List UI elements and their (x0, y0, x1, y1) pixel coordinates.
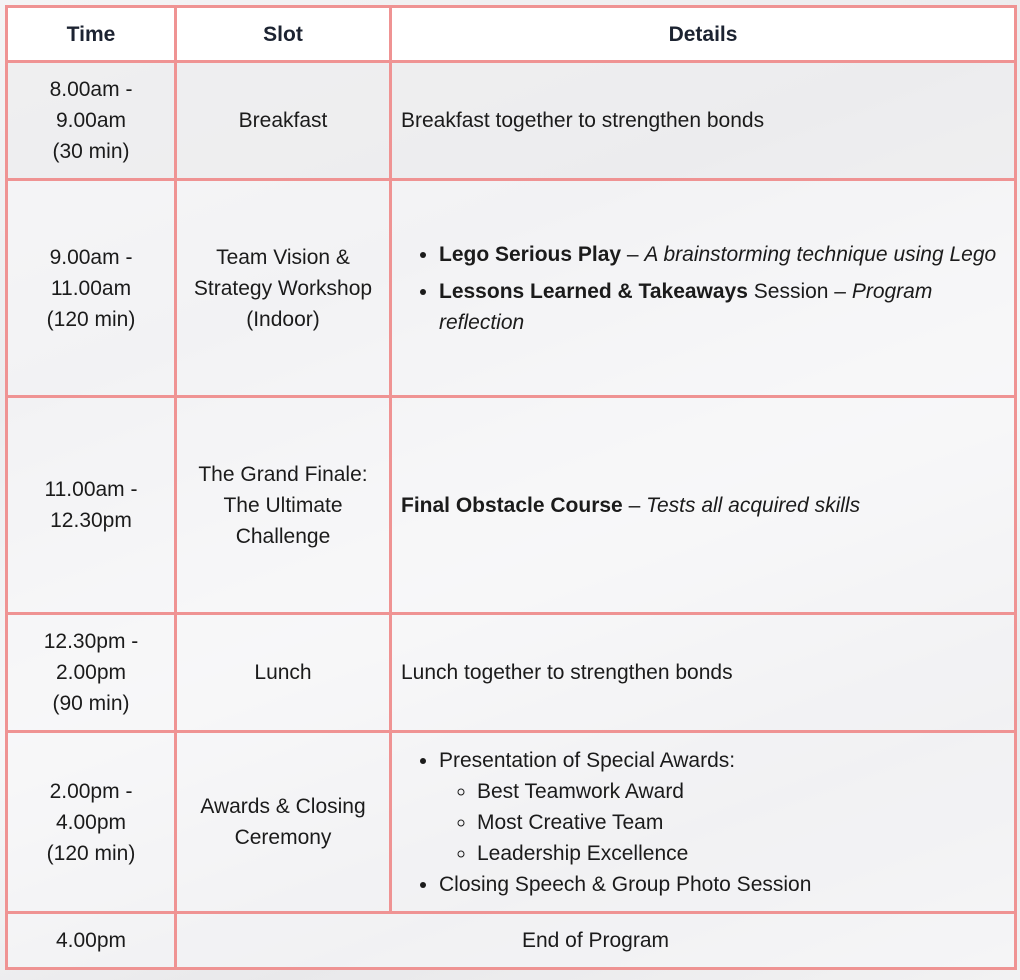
details-cell: Lunch together to strengthen bonds (391, 614, 1016, 732)
time-cell: 11.00am - 12.30pm (7, 397, 176, 614)
schedule-container (5, 5, 1014, 970)
header-time: Time (7, 7, 176, 62)
details-cell: Final Obstacle Course – Tests all acquired skills (391, 397, 1016, 614)
details-cell: Breakfast together to strengthen bonds (391, 62, 1016, 180)
header-slot: Slot (176, 7, 391, 62)
end-of-program-cell: End of Program (176, 913, 1016, 969)
list-item: • Presentation of Special Awards: ◦ Best Teamwork Award ◦ Most Creative Team ◦ Leadership Excellence (439, 745, 1006, 869)
header-row (7, 7, 1016, 62)
time-cell: 8.00am - 9.00am (30 min) (7, 62, 176, 180)
awards-sublist (439, 776, 1006, 869)
list-item: ◦ Leadership Excellence (477, 838, 1006, 869)
time-cell: 12.30pm - 2.00pm (90 min) (7, 614, 176, 732)
time-cell: 9.00am - 11.00am (120 min) (7, 180, 176, 397)
list-item: ◦ Most Creative Team (477, 807, 1006, 838)
time-cell: 4.00pm (7, 913, 176, 969)
details-list (401, 238, 1006, 339)
slot-cell: Awards & Closing Ceremony (176, 732, 391, 913)
table-row (7, 614, 1016, 732)
list-item: • Closing Speech & Group Photo Session (439, 869, 1006, 900)
table-row (7, 62, 1016, 180)
time-cell: 2.00pm - 4.00pm (120 min) (7, 732, 176, 913)
table-row (7, 732, 1016, 913)
slot-cell: Breakfast (176, 62, 391, 180)
slot-cell: Team Vision & Strategy Workshop (Indoor) (176, 180, 391, 397)
list-item: • Lessons Learned & Takeaways Session – Program reflection (439, 275, 1006, 339)
table-row (7, 397, 1016, 614)
schedule-table (5, 5, 1017, 970)
details-list (401, 745, 1006, 900)
details-cell (391, 180, 1016, 397)
details-cell (391, 732, 1016, 913)
slot-cell: The Grand Finale: The Ultimate Challenge (176, 397, 391, 614)
header-details: Details (391, 7, 1016, 62)
list-item: ◦ Best Teamwork Award (477, 776, 1006, 807)
table-row (7, 180, 1016, 397)
table-row (7, 913, 1016, 969)
list-item: • Lego Serious Play – A brainstorming technique using Lego (439, 238, 1006, 271)
slot-cell: Lunch (176, 614, 391, 732)
